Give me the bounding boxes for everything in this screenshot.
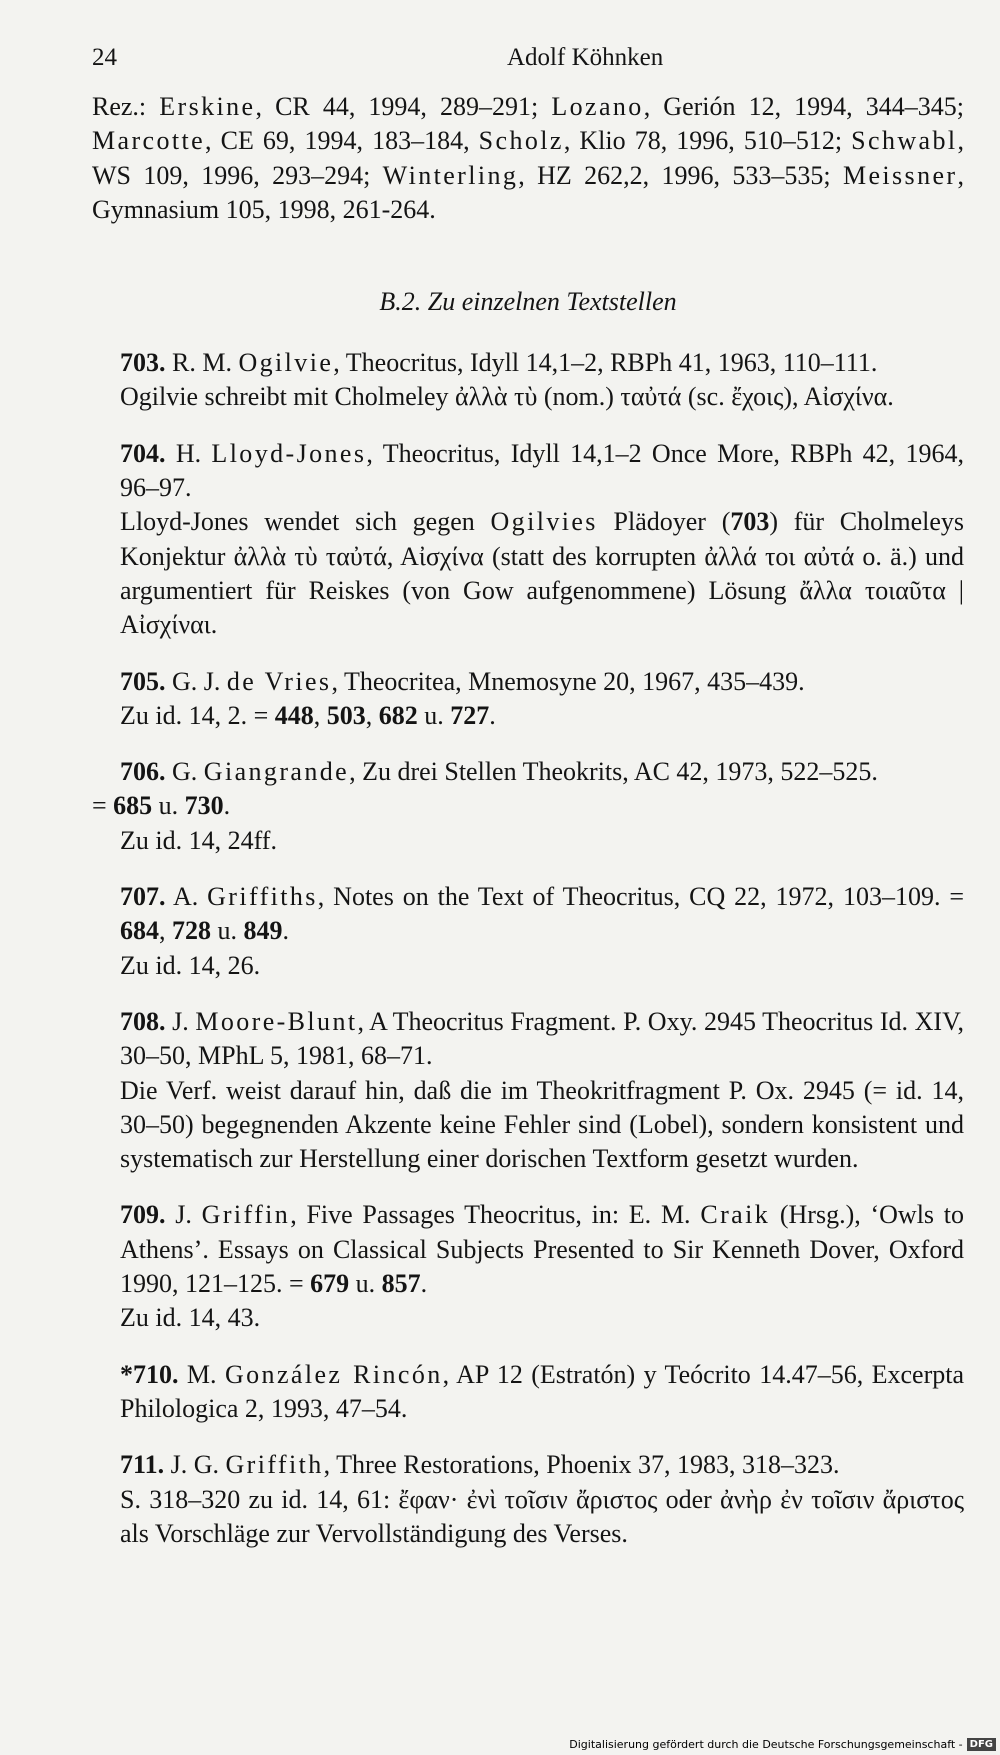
page [92, 44, 964, 1573]
entry-citation: 709. J. Griffin, Five Passages Theocritus, in: E. M. Craik (Hrsg.), ‘Owls to Athens’. Essays on Classical Subjects Presented to Sir Kenneth Dover, Oxford 1990, 121–125. = 679 u. 857. [120, 1200, 965, 1299]
entry-citation: 704. H. Lloyd-Jones, Theocritus, Idyll 14,1–2 Once More, RBPh 42, 1964, 96–97. [120, 438, 964, 503]
entry-705 [92, 665, 964, 734]
entry-citation: 703. R. M. Ogilvie, Theocritus, Idyll 14,1–2, RBPh 41, 1963, 110–111. [120, 348, 878, 378]
entry-cross-reference: Zu id. 14, 2. = 448, 503, 682 u. 727. [120, 700, 496, 730]
entry-707 [92, 880, 964, 983]
footer-text: Digitalisierung gefördert durch die Deutsche Forschungsgemeinschaft - [569, 1738, 963, 1751]
entry-summary: Die Verf. weist darauf hin, daß die im Theokritfragment P. Ox. 2945 (= id. 14, 30–50) begegnenden Akzente keine Fehler sind (Lobel), sondern konsistent und systematisch zur Herstellung einer dorischen Textform gesetzt wurden. [120, 1075, 964, 1174]
entry-citation: 711. J. G. Griffith, Three Restorations, Phoenix 37, 1983, 318–323. [120, 1450, 840, 1480]
entry-citation: 707. A. Griffiths, Notes on the Text of Theocritus, CQ 22, 1972, 103–109. = 684, 728 u. 849. [120, 882, 964, 946]
section-heading: B.2. Zu einzelnen Textstellen [379, 287, 677, 317]
entry-706 [92, 755, 964, 858]
entry-citation: 706. G. Giangrande, Zu drei Stellen Theokrits, AC 42, 1973, 522–525. [120, 757, 878, 787]
digitization-footer [569, 1738, 996, 1751]
entry-citation: 705. G. J. de Vries, Theocritea, Mnemosyne 20, 1967, 435–439. [120, 666, 805, 696]
entry-703 [92, 346, 964, 415]
entry-citation: *710. M. González Rincón, AP 12 (Estratón) y Teócrito 14.47–56, Excerpta Philologica 2, 1993, 47–54. [120, 1359, 965, 1423]
dfg-logo: DFG [967, 1738, 996, 1751]
entry-704 [92, 437, 964, 643]
entry-711 [92, 1448, 964, 1551]
entry-cross-reference: = 685 u. 730. [92, 791, 231, 821]
entry-708 [92, 1005, 964, 1176]
entry-citation: 708. J. Moore-Blunt, A Theocritus Fragment. P. Oxy. 2945 Theocritus Id. XIV, 30–50, MPhL 5, 1981, 68–71. [120, 1006, 964, 1071]
entry-summary: Ogilvie schreibt mit Cholmeley ἀλλὰ τὺ (nom.) ταὐτά (sc. ἔχοις), Αἰσχίνα. [120, 382, 894, 412]
running-head-author: Adolf Köhnken [507, 44, 664, 71]
entry-location: Zu id. 14, 26. [120, 950, 261, 980]
entry-summary: Lloyd-Jones wendet sich gegen Ogilvies Plädoyer (703) für Cholmeleys Konjektur ἀλλὰ τὺ ταὐτά, Αἰσχίνα (statt des korrupten ἀλλά τοι αὐτά o. ä.) und argumentiert für Reiskes (von Gow aufgenommene) Lösung ἄλλα τοιαῦτα | Αἰσχίναι. [120, 507, 964, 640]
entry-summary: S. 318–320 zu id. 14, 61: ἔφαν· ἐνὶ τοῖσιν ἄριστος oder ἀνὴρ ἐν τοῖσιν ἄριστος als Vorschläge zur Vervollständigung des Verses. [120, 1484, 964, 1548]
reviews-paragraph: Rez.: Erskine, CR 44, 1994, 289–291; Lozano, Gerión 12, 1994, 344–345; Marcotte, CE 69, 1994, 183–184, Scholz, Klio 78, 1996, 510–512; Schwabl, WS 109, 1996, 293–294; Winterling, HZ 262,2, 1996, 533–535; Meissner, Gymnasium 105, 1998, 261-264. [92, 92, 964, 224]
entry-710 [92, 1358, 964, 1427]
page-number: 24 [92, 44, 117, 71]
entry-709 [92, 1198, 964, 1335]
entry-location: Zu id. 14, 24ff. [120, 825, 277, 855]
running-header [92, 44, 964, 72]
entry-location: Zu id. 14, 43. [120, 1303, 261, 1333]
